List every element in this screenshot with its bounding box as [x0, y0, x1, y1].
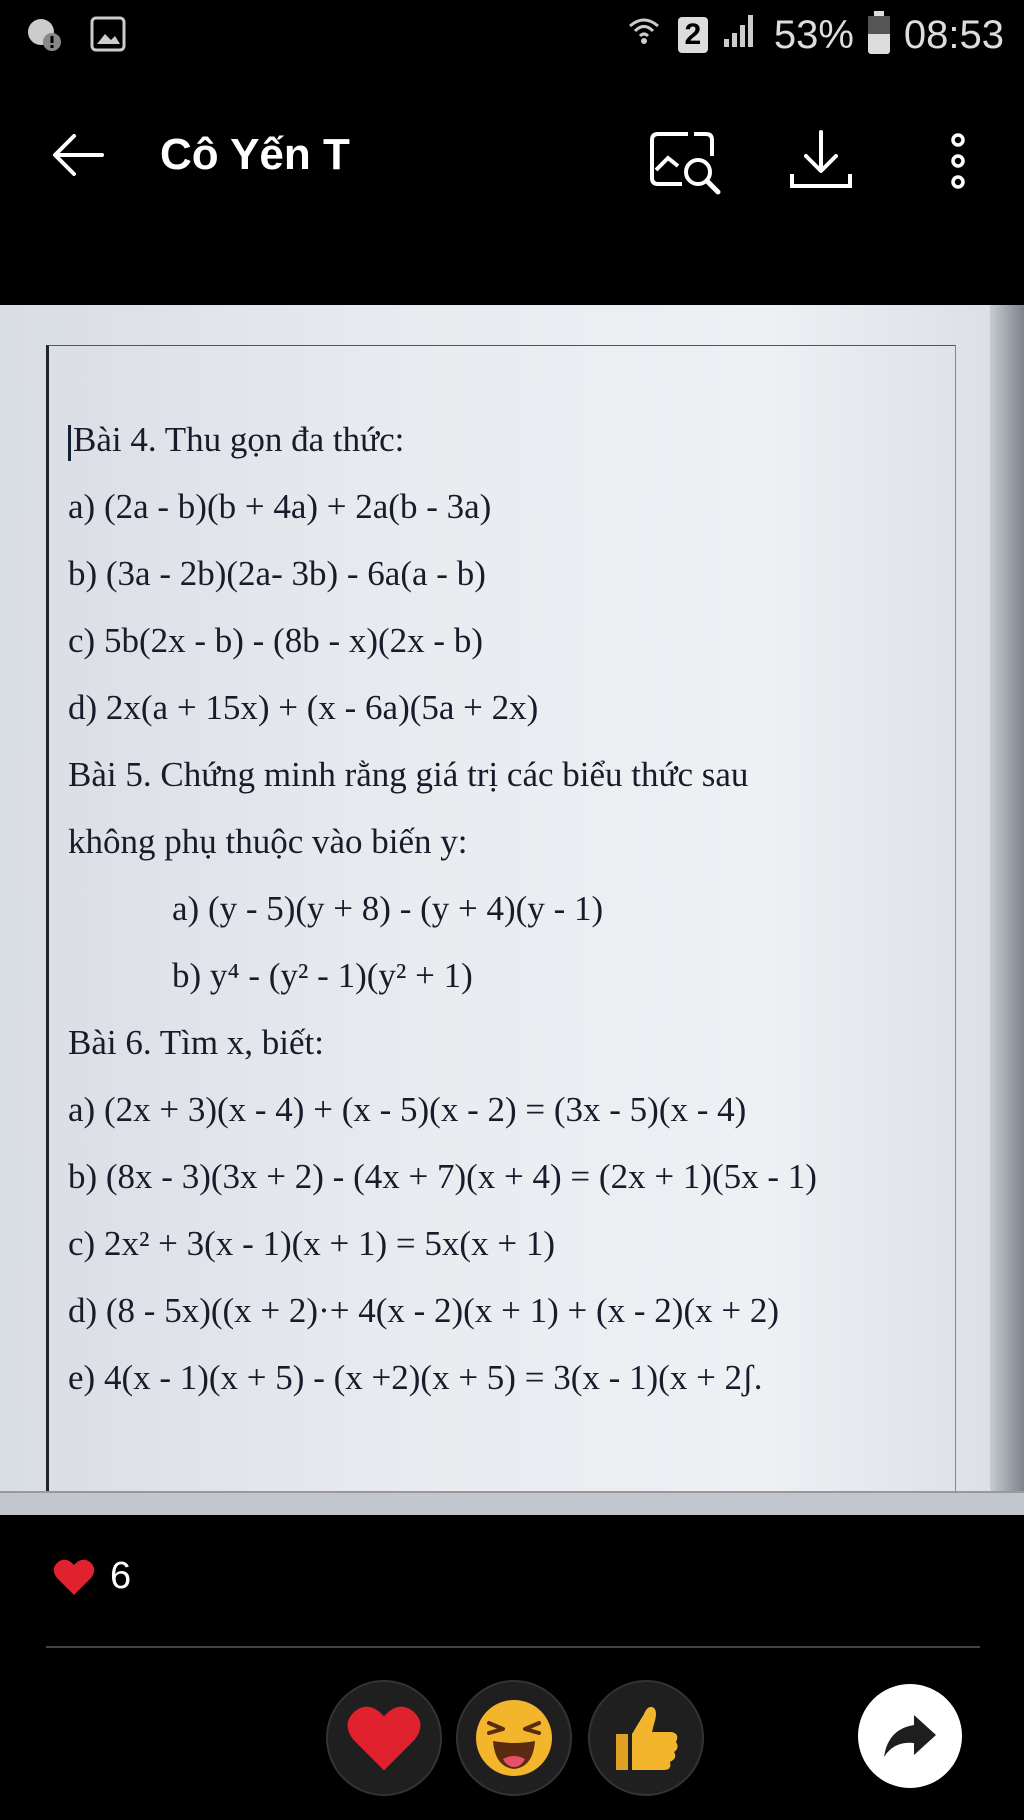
- image-search-icon: [648, 126, 724, 196]
- download-icon: [786, 126, 856, 196]
- thumbs-up-icon: [608, 1700, 684, 1776]
- exercise-item: e) 4(x - 1)(x + 5) - (x +2)(x + 5) = 3(x - 1)(x + 2ʃ.: [68, 1358, 763, 1397]
- download-button[interactable]: [786, 126, 856, 201]
- post-photo[interactable]: [0, 305, 1024, 1515]
- exercise-item: d) (8 - 5x)((x + 2)·+ 4(x - 2)(x + 1) + (x - 2)(x + 2): [68, 1291, 779, 1330]
- share-button[interactable]: [858, 1684, 962, 1788]
- exercise-item: b) (8x - 3)(3x + 2) - (4x + 7)(x + 4) = (2x + 1)(5x - 1): [68, 1157, 817, 1196]
- reaction-count: 6: [110, 1555, 132, 1597]
- exercise-item: b) (3a - 2b)(2a- 3b) - 6a(a - b): [68, 554, 486, 593]
- app-notification-icon: [24, 14, 64, 59]
- like-reaction-button[interactable]: [588, 1680, 704, 1796]
- reaction-summary[interactable]: [52, 1555, 131, 1598]
- battery-percent: 53%: [773, 12, 854, 57]
- exercise-heading: Bài 5. Chứng minh rằng giá trị các biểu thức sau: [68, 755, 749, 794]
- back-button[interactable]: [50, 130, 106, 185]
- photo-bottom-edge: [0, 1491, 1024, 1515]
- sim-slot-indicator: 2: [678, 17, 708, 53]
- exercise-item: d) 2x(a + 15x) + (x - 6a)(5a + 2x): [68, 688, 539, 727]
- heart-icon: [52, 1557, 96, 1597]
- exercise-heading: Bài 4. Thu gọn đa thức:: [68, 417, 968, 484]
- photo-shadow-edge: [990, 305, 1024, 1515]
- exercise-item: b) y⁴ - (y² - 1)(y² + 1): [172, 956, 473, 995]
- divider: [46, 1646, 980, 1648]
- exercise-heading-cont: không phụ thuộc vào biến y:: [68, 822, 468, 861]
- text-cursor: [68, 425, 71, 461]
- page-title: Cô Yến T: [160, 130, 350, 179]
- battery-icon: [868, 16, 890, 54]
- wifi-icon: [624, 10, 664, 60]
- worksheet-text: [68, 417, 968, 1422]
- heart-icon: [344, 1702, 424, 1774]
- share-arrow-icon: [882, 1711, 938, 1761]
- signal-icon: [722, 11, 760, 59]
- exercise-item: c) 5b(2x - b) - (8b - x)(2x - b): [68, 621, 483, 660]
- exercise-item: a) (2x + 3)(x - 4) + (x - 5)(x - 2) = (3x - 5)(x - 4): [68, 1090, 747, 1129]
- image-search-button[interactable]: [648, 126, 724, 201]
- clock: 08:53: [903, 12, 1004, 57]
- exercise-item: a) (2a - b)(b + 4a) + 2a(b - 3a): [68, 487, 492, 526]
- exercise-item: a) (y - 5)(y + 8) - (y + 4)(y - 1): [172, 889, 604, 928]
- image-notification-icon: [90, 16, 126, 57]
- system-status: [624, 10, 1004, 60]
- haha-reaction-button[interactable]: [456, 1680, 572, 1796]
- laughing-face-icon: [473, 1697, 555, 1779]
- love-reaction-button[interactable]: [326, 1680, 442, 1796]
- arrow-left-icon: [50, 130, 106, 180]
- more-options-button[interactable]: [944, 126, 972, 201]
- status-bar: [0, 0, 1024, 72]
- more-vertical-icon: [944, 126, 972, 196]
- notification-icons: [24, 14, 126, 59]
- exercise-item: c) 2x² + 3(x - 1)(x + 1) = 5x(x + 1): [68, 1224, 555, 1263]
- exercise-heading: Bài 6. Tìm x, biết:: [68, 1023, 325, 1062]
- app-bar: [0, 90, 1024, 220]
